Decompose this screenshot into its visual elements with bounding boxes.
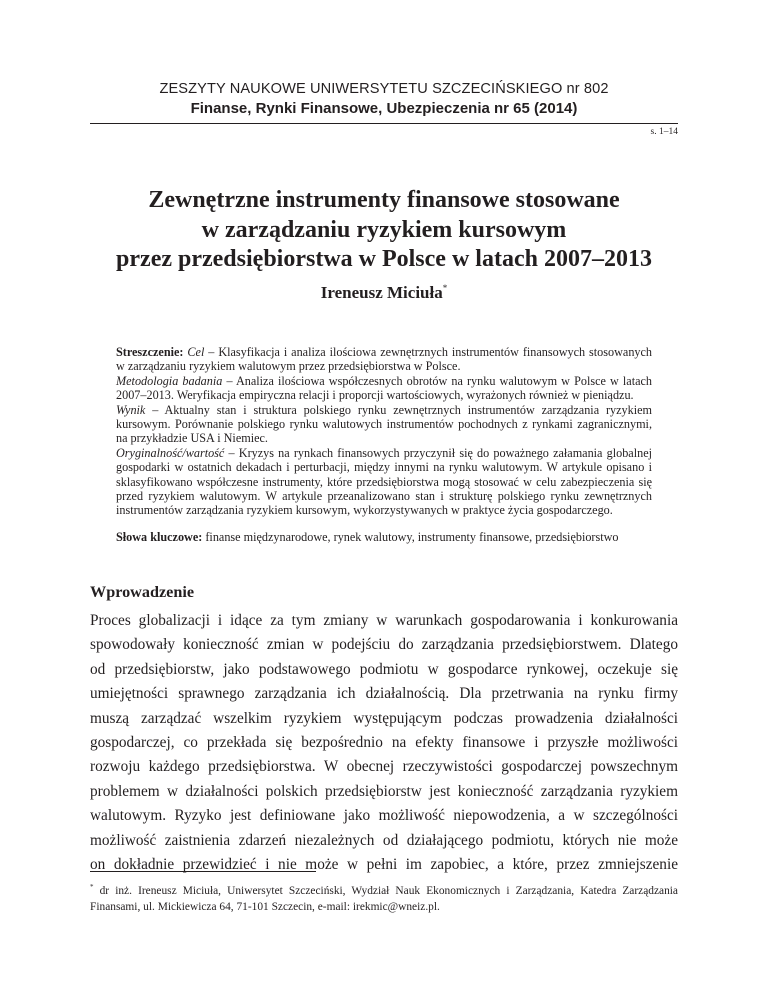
page-range: s. 1–14	[650, 127, 678, 137]
body-line: rozwoju każdego przedsiębiorstwa. W obecnej rzeczywistości gospodarczej powszechnym	[90, 758, 678, 776]
abstract-aim	[116, 345, 652, 374]
body-line: muszą zarządzać wszelkim ryzykiem występującym podczas prowadzenia działalności	[90, 709, 678, 727]
footnote-text: dr inż. Ireneusz Miciuła, Uniwersytet Szczeciński, Wydział Nauk Ekonomicznych i Zarządzania, Katedra Zarządzania Finansami, ul. Mickiewicza 64, 71-101 Szczecin, e-mail: irekmic@wneiz.pl.	[90, 885, 678, 913]
body-line: gospodarczej, co przekłada się bezpośrednio na efekty finansowe i przyszłe możliwości	[90, 734, 678, 752]
section-heading: Wprowadzenie	[90, 583, 195, 601]
footnote-rule	[90, 871, 316, 872]
abstract-originality-text: – Kryzys na rynkach finansowych przyczynił się do poważnego załamania globalnej gospodarki w ostatnich dekadach i perturbacji, między innymi na rynku walutowym. W artykule opisano i sklasyfikowano współczesne instrumenty, które przedsiębiorstwa mogą stosować w celu zabezpieczenia się przed ryzykiem walutowym. W artykule przeanalizowano stan i strukturę polskiego rynku zewnętrznych instrumentów zarządzania ryzykiem kursowym, wykorzystywanych w praktyce życia gospodarczego.	[116, 445, 652, 518]
abstract-aim-text: – Klasyfikacja i analiza ilościowa zewnętrznych instrumentów finansowych stosowanych w zarządzaniu ryzykiem walutowym przez przedsiębiorstwa w Polsce.	[116, 345, 653, 374]
title-line: Zewnętrzne instrumenty finansowe stosowane	[148, 187, 620, 213]
footnote-mark: *	[90, 883, 94, 891]
abstract-method-label: Metodologia badania	[116, 373, 223, 388]
abstract	[116, 345, 652, 518]
section-body	[90, 609, 678, 877]
body-line: spowodowały konieczność zmian w podejściu do zarządzania przedsiębiorstwem. Dlatego	[90, 636, 678, 654]
abstract-originality-label: Oryginalność/wartość	[116, 445, 225, 460]
abstract-result-label: Wynik	[116, 402, 146, 417]
author-footnote-mark: *	[442, 283, 448, 293]
keywords-text: finanse międzynarodowe, rynek walutowy, instrumenty finansowe, przedsiębiorstwo	[205, 530, 619, 544]
journal-series: ZESZYTY NAUKOWE UNIWERSYTETU SZCZECIŃSKIEGO nr 802	[159, 81, 609, 97]
abstract-originality	[116, 446, 652, 518]
body-line: od przedsiębiorstw, jako podstawowego podmiotu w gospodarce rynkowej, oczekuje się	[90, 660, 678, 678]
author-name: Ireneusz Miciuła	[320, 283, 443, 302]
article-title	[90, 186, 678, 275]
abstract-label: Streszczenie:	[116, 345, 184, 359]
keywords-label: Słowa kluczowe:	[116, 530, 203, 544]
journal-header	[90, 80, 678, 119]
author	[90, 283, 678, 303]
footnote	[90, 880, 678, 915]
abstract-method-text: – Analiza ilościowa współczesnych obrotów na rynku walutowym w Polsce w latach 2007–2013. Weryfikacja empiryczna relacji i proporcji wartościowych, wyrażonych również w pieniądzu.	[116, 373, 652, 403]
abstract-result	[116, 403, 652, 446]
abstract-aim-label: Cel	[187, 345, 205, 359]
abstract-result-text: – Aktualny stan i struktura polskiego rynku zewnętrznych instrumentów zarządzania ryzykiem kursowym. Porównanie polskiego rynku walutowych instrumentów pochodnych z rynkami zagranicznymi, na przykładzie USA i Niemiec.	[116, 402, 652, 446]
abstract-method	[116, 374, 652, 403]
keywords	[116, 530, 652, 544]
body-line: możliwość zaistnienia zdarzeń niezależnych od działającego podmiotu, których nie może	[90, 831, 678, 849]
journal-issue: Finanse, Rynki Finansowe, Ubezpieczenia nr 65 (2014)	[190, 100, 578, 117]
body-line: umiejętności sprawnego zarządzania ich działalnością. Dla przetrwania na rynku firmy	[90, 685, 678, 703]
body-line: walutowym. Ryzyko jest definiowane jako możliwość niepowodzenia, a w szczególności	[90, 807, 678, 825]
body-line: on dokładnie przewidzieć i nie może w pełni im zapobiec, a które, przez zmniejszenie	[90, 856, 678, 874]
body-line: Proces globalizacji i idące za tym zmiany w warunkach gospodarowania i konkurowania	[90, 612, 678, 629]
body-line: problemem w działalności polskich przedsiębiorstw jest konieczność zarządzania ryzykiem	[90, 782, 678, 800]
title-line: przez przedsiębiorstwa w Polsce w latach 2007–2013	[116, 246, 652, 272]
header-rule	[90, 123, 678, 124]
title-line: w zarządzaniu ryzykiem kursowym	[201, 216, 567, 243]
